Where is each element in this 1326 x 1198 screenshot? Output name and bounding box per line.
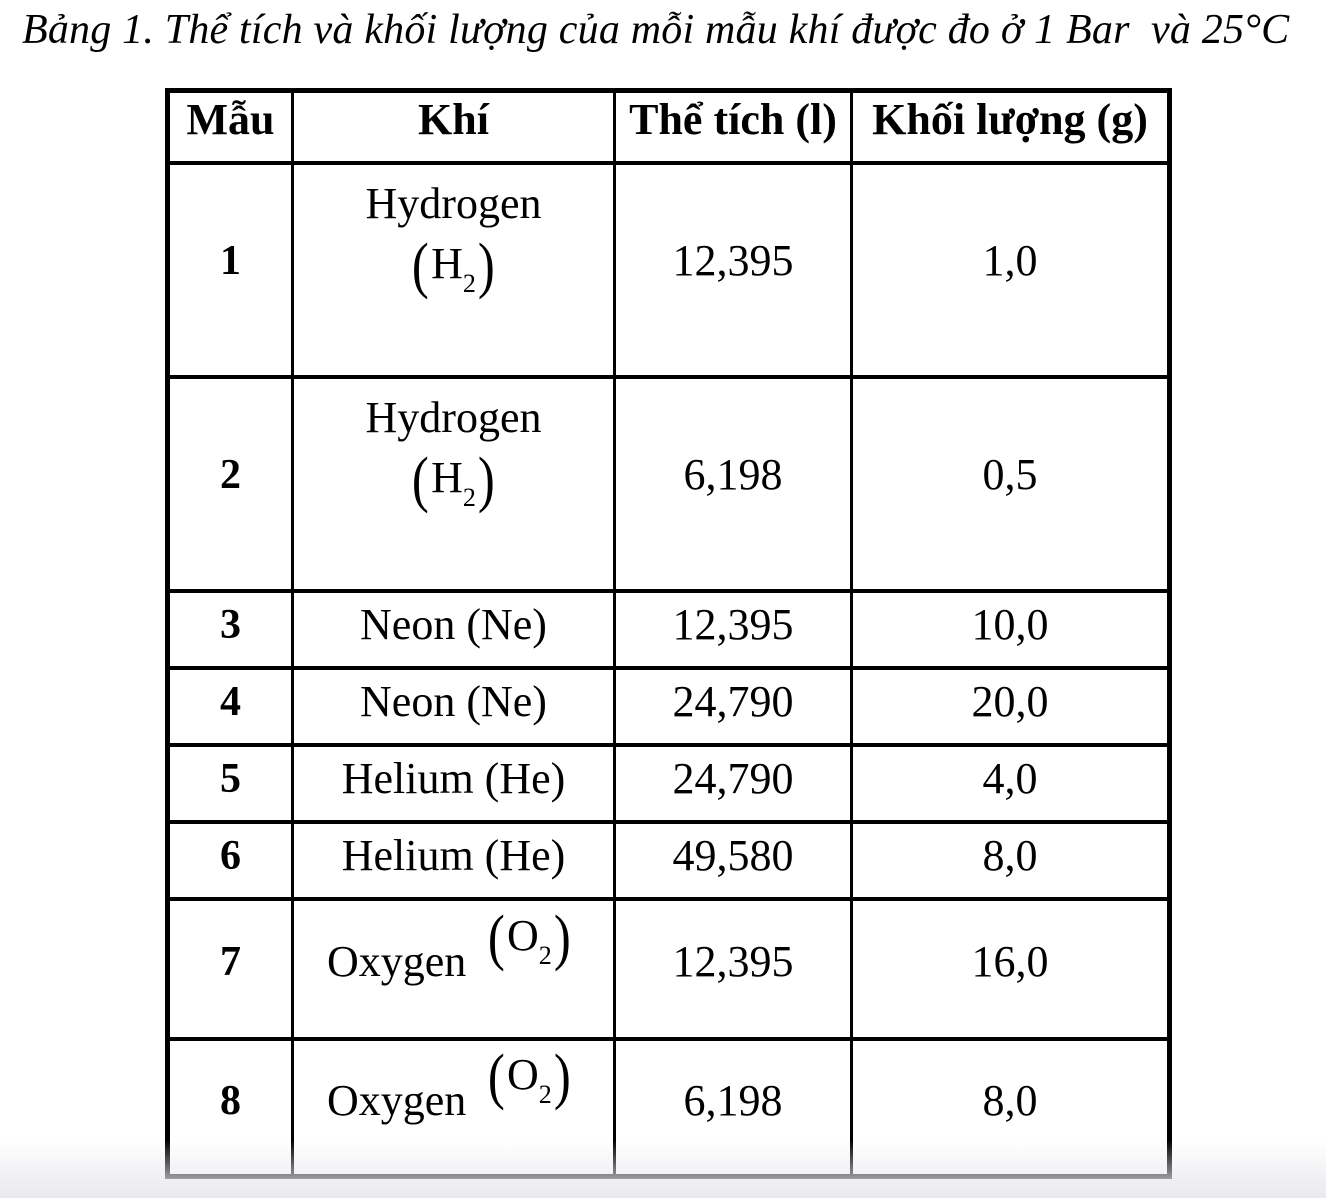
table-row: [168, 591, 1170, 668]
volume-value: 12,395: [615, 163, 852, 377]
volume-value: 12,395: [615, 899, 852, 1039]
gas-cell: Helium (He): [293, 822, 615, 899]
mass-value: 8,0: [852, 822, 1170, 899]
sample-number: 6: [168, 822, 293, 899]
header-row: [168, 91, 1170, 163]
mass-value: 16,0: [852, 899, 1170, 1039]
gas-name: Oxygen: [327, 937, 467, 987]
table-caption: Bảng 1. Thể tích và khối lượng của mỗi mẫu khí được đo ở 1 Bar và 25°C: [22, 7, 1290, 53]
gas-cell: [293, 1039, 615, 1177]
formula-element: O: [506, 1050, 539, 1100]
header-volume: Thể tích (l): [615, 91, 852, 163]
gas-name: Hydrogen: [365, 178, 542, 228]
volume-value: 49,580: [615, 822, 852, 899]
table-row: [168, 745, 1170, 822]
gas-name: Hydrogen: [365, 392, 542, 442]
volume-value: 12,395: [615, 591, 852, 668]
table-row: [168, 668, 1170, 745]
formula-subscript: 2: [538, 1080, 552, 1110]
header-sample: Mẫu: [168, 91, 293, 163]
table-row: [168, 377, 1170, 591]
gas-cell: Neon (Ne): [293, 591, 615, 668]
sample-number: 5: [168, 745, 293, 822]
gas-formula: $(O_2)$: [488, 904, 571, 973]
gas-cell: [293, 899, 615, 1039]
mass-value: 20,0: [852, 668, 1170, 745]
sample-number: 3: [168, 591, 293, 668]
formula-element: O: [506, 911, 539, 961]
mass-value: 1,0: [852, 163, 1170, 377]
volume-value: 24,790: [615, 668, 852, 745]
table-row: [168, 163, 1170, 377]
gas-cell: Helium (He): [293, 745, 615, 822]
sample-number: 4: [168, 668, 293, 745]
gas-cell: [293, 377, 615, 591]
formula-subscript: 2: [462, 268, 476, 298]
table-row: [168, 899, 1170, 1039]
gas-formula: $(H_2)$: [412, 231, 495, 300]
sample-number: 1: [168, 163, 293, 377]
table-row: [168, 822, 1170, 899]
formula-element: H: [431, 238, 463, 288]
mass-value: 10,0: [852, 591, 1170, 668]
volume-value: 6,198: [615, 377, 852, 591]
mass-value: 4,0: [852, 745, 1170, 822]
mass-value: 8,0: [852, 1039, 1170, 1177]
gas-samples-table: [165, 88, 1172, 1179]
formula-element: H: [431, 452, 463, 502]
header-gas: Khí: [293, 91, 615, 163]
header-mass: Khối lượng (g): [852, 91, 1170, 163]
mass-value: 0,5: [852, 377, 1170, 591]
formula-subscript: 2: [538, 941, 552, 971]
gas-cell: Neon (Ne): [293, 668, 615, 745]
sample-number: 7: [168, 899, 293, 1039]
sample-number: 8: [168, 1039, 293, 1177]
table-row: [168, 1039, 1170, 1177]
volume-value: 24,790: [615, 745, 852, 822]
sample-number: 2: [168, 377, 293, 591]
gas-formula: $(H_2)$: [412, 445, 495, 514]
gas-cell: [293, 163, 615, 377]
formula-subscript: 2: [462, 482, 476, 512]
gas-name: Oxygen: [327, 1076, 467, 1126]
volume-value: 6,198: [615, 1039, 852, 1177]
gas-formula: $(O_2)$: [488, 1043, 571, 1112]
